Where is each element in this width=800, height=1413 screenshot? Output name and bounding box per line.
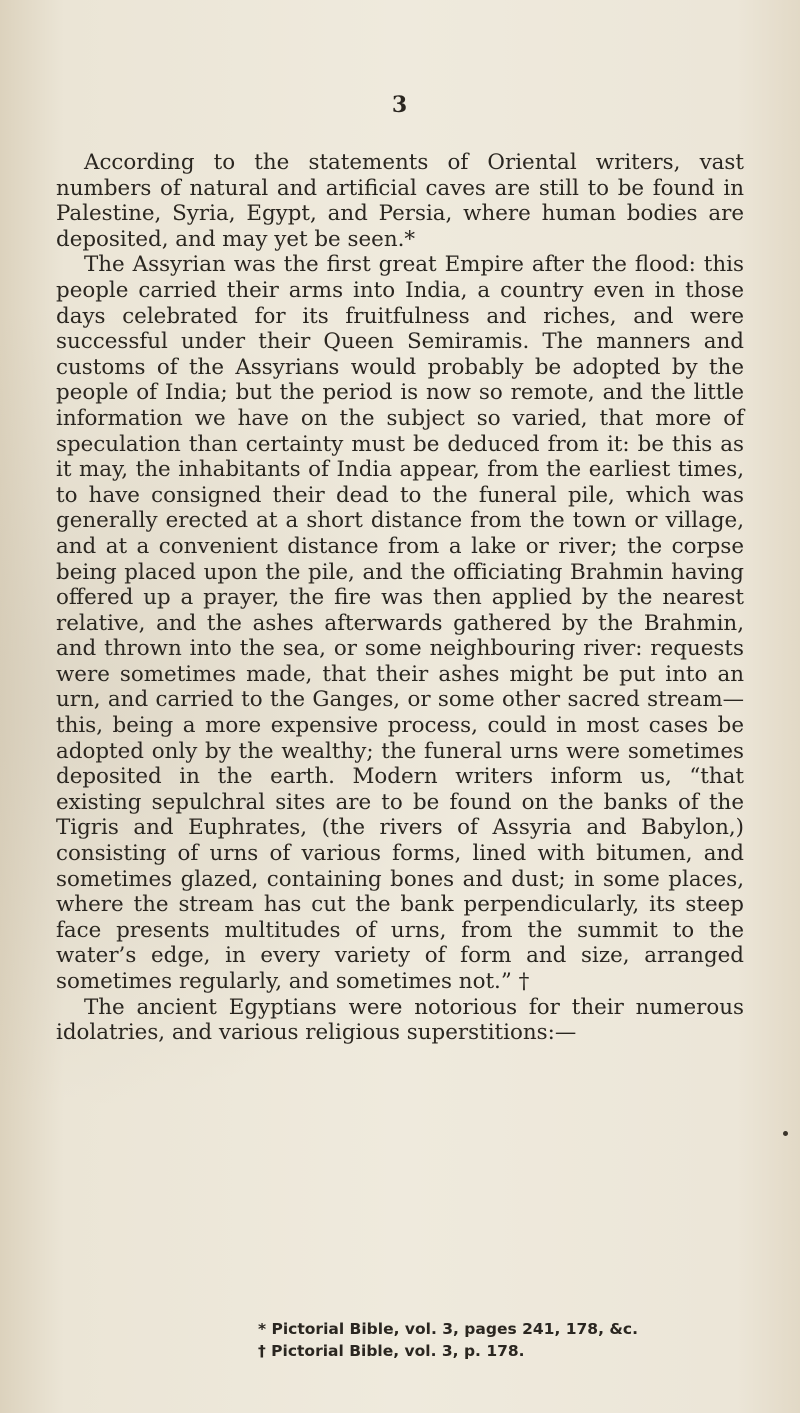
page-number: 3: [391, 92, 409, 118]
paragraph-caves: According to the statements of Oriental writers, vast numbers of natural and artificial caves are still to be found in Palestine, Syria, Egypt, and Persia, where human bodies are deposited, and may yet be seen.*: [56, 150, 744, 252]
footnote-1: * Pictorial Bible, vol. 3, pages 241, 178, &c.: [258, 1320, 638, 1338]
margin-mark: [783, 1131, 788, 1136]
paragraph-assyrian-empire: The Assyrian was the first great Empire after the flood: this people carried their arms into India, a country even in those days celebrated for its fruitfulness and riches, and were successful under their Queen Semiramis. The manners and customs of the Assyrians would probably be adopted by the people of India; but the period is now so remote, and the little information we have on the subject so varied, that more of speculation than certainty must be deduced from it: be this as it may, the inhabitants of India appear, from the earliest times, to have consigned their dead to the funeral pile, which was generally erected at a short distance from the town or village, and at a convenient distance from a lake or river; the corpse being placed upon the pile, and the officiating Brahmin having offered up a prayer, the fire was then applied by the nearest relative, and the ashes afterwards gathered by the Brahmin, and thrown into the sea, or some neighbouring river: requests were sometimes made, that their ashes might be put into an urn, and carried to the Ganges, or some other sacred stream—this, being a more expensive process, could in most cases be adopted only by the wealthy; the funeral urns were sometimes deposited in the earth. Modern writers inform us, “that existing sepulchral sites are to be found on the banks of the Tigris and Euphrates, (the rivers of Assyria and Babylon,) consisting of urns of various forms, lined with bitumen, and sometimes glazed, containing bones and dust; in some places, where the stream has cut the bank perpendicularly, its steep face presents multitudes of urns, from the summit to the water’s edge, in every variety of form and size, arranged sometimes regularly, and sometimes not.” †: [56, 252, 744, 994]
body-text: [56, 150, 744, 1046]
footnotes: [0, 1318, 800, 1362]
footnote-2: † Pictorial Bible, vol. 3, p. 178.: [258, 1342, 525, 1360]
paragraph-egyptians: The ancient Egyptians were notorious for their numerous idolatries, and various religious superstitions:—: [56, 994, 744, 1046]
